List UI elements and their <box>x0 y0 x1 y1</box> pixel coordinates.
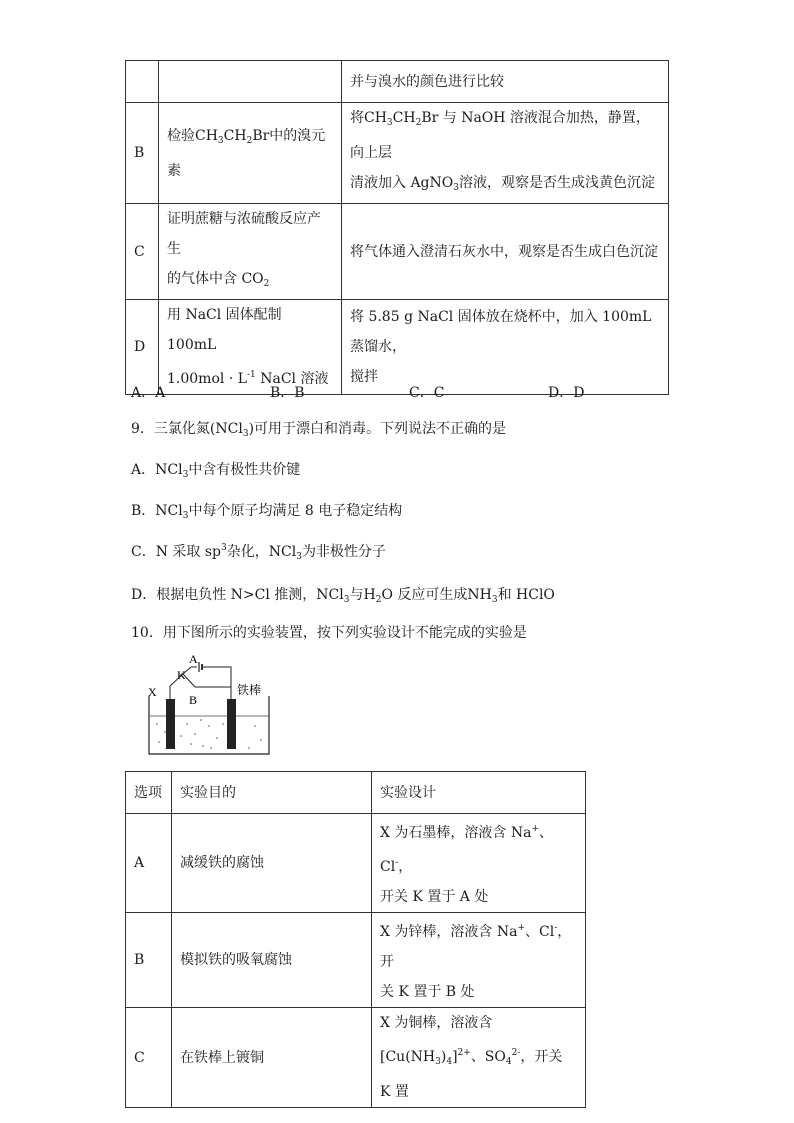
experiment-design: X 为铜棒，溶液含 $[Cu(NH_3)_4]^{2+}$、$SO_4^{2-}$，开关 K 置 <box>372 1008 586 1108</box>
electrolysis-apparatus-diagram <box>145 654 280 759</box>
table-cell <box>126 61 159 103</box>
table-row <box>126 814 586 913</box>
wire <box>202 667 231 699</box>
header-cell: 选项 <box>126 772 172 814</box>
label-k: K <box>177 668 186 682</box>
experiment-design: X 为锌棒，溶液含 Na+、Cl-，开 关 K 置于 B 处 <box>372 913 586 1008</box>
experiment-table-q10 <box>125 771 586 1108</box>
table-row <box>126 103 669 204</box>
answer-option-c: C．C <box>409 385 445 401</box>
experiment-purpose: 减缓铁的腐蚀 <box>172 814 372 913</box>
experiment-design: X 为石墨棒，溶液含 Na+、Cl-， 开关 K 置于 A 处 <box>372 814 586 913</box>
experiment-purpose: 证明蔗糖与浓硫酸反应产生 的气体中含 $CO_2$ <box>159 204 342 300</box>
options-table-q8 <box>125 60 669 395</box>
question-9-stem: 9．三氯化氮(NCl$_3$)可用于漂白和消毒。下列说法不正确的是 <box>131 421 507 439</box>
electrode-x <box>166 699 175 749</box>
option-label: D <box>126 300 159 395</box>
table-cell <box>159 61 342 103</box>
table-row <box>126 204 669 300</box>
header-cell: 实验目的 <box>172 772 372 814</box>
header-cell: 实验设计 <box>372 772 586 814</box>
experiment-purpose: 模拟铁的吸氧腐蚀 <box>172 913 372 1008</box>
q9-option-b: B．NCl$_3$中每个原子均满足 8 电子稳定结构 <box>131 503 403 521</box>
table-row <box>126 300 669 395</box>
label-b: B <box>189 693 198 707</box>
table-row <box>126 913 586 1008</box>
option-label: C <box>126 204 159 300</box>
option-label: B <box>126 913 172 1008</box>
label-iron-rod: 铁棒 <box>237 683 262 697</box>
iron-rod <box>227 699 236 749</box>
label-a: A <box>189 654 198 666</box>
table-header-row <box>126 772 586 814</box>
experiment-purpose: 检验$CH_3CH_2Br$中的溴元素 <box>159 103 342 204</box>
option-label: A <box>126 814 172 913</box>
experiment-design: 将气体通入澄清石灰水中，观察是否生成白色沉淀 <box>342 204 669 300</box>
q9-option-d: D．根据电负性 N>Cl 推测，NCl$_3$与$H_2O$ 反应可生成$NH_3$和 HClO <box>131 587 555 605</box>
table-cell: 并与溴水的颜色进行比较 <box>342 61 669 103</box>
q9-option-a: A．NCl$_3$中含有极性共价键 <box>131 462 301 480</box>
table-row <box>126 61 669 103</box>
label-x: X <box>148 685 157 699</box>
option-label: B <box>126 103 159 204</box>
answer-option-d: D．D <box>548 385 585 401</box>
q9-option-c: C．N 采取 $sp^3$杂化，NCl$_3$为非极性分子 <box>131 543 386 562</box>
answer-option-b: B．B <box>270 385 305 401</box>
question-10-stem: 10．用下图所示的实验装置，按下列实验设计不能完成的实验是 <box>131 625 527 641</box>
experiment-design: 将 5.85 g NaCl 固体放在烧杯中，加入 100mL 蒸馏水， 搅拌 <box>342 300 669 395</box>
option-label: C <box>126 1008 172 1108</box>
answer-option-a: A．A <box>131 385 166 401</box>
experiment-purpose: 在铁棒上镀铜 <box>172 1008 372 1108</box>
experiment-purpose: 用 NaCl 固体配制 100mL $1.00mol \cdot L^{-1}$ NaCl 溶液 <box>159 300 342 395</box>
table-row <box>126 1008 586 1108</box>
experiment-design: 将$CH_3CH_2Br$ 与 NaOH 溶液混合加热，静置，向上层 清液加入 AgNO$_3$溶液，观察是否生成浅黄色沉淀 <box>342 103 669 204</box>
